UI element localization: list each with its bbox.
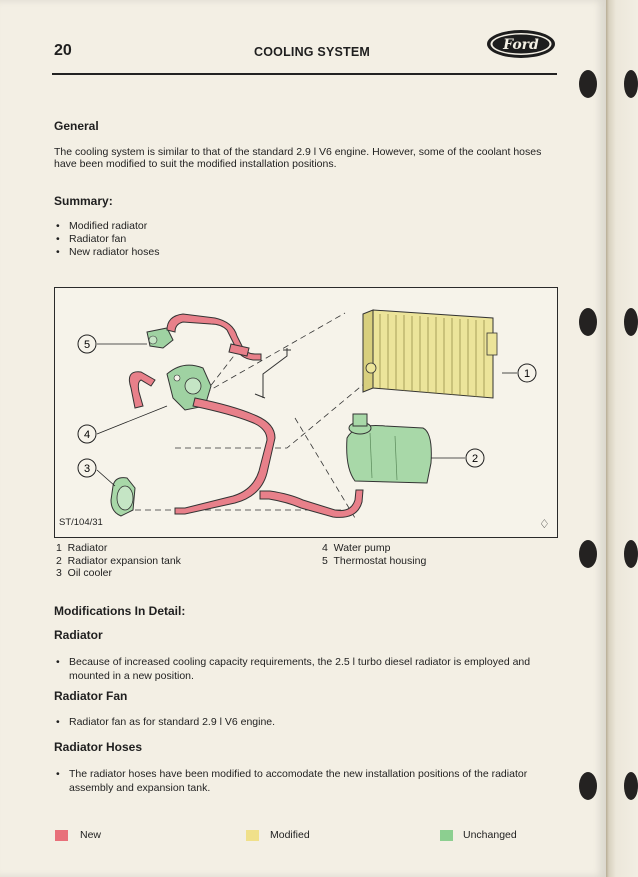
general-text-line1: The cooling system is similar to that of the standard 2.9 l V6 engine. However, some of the coolant hoses	[54, 146, 542, 158]
fan-heading: Radiator Fan	[54, 689, 128, 703]
binder-hole	[624, 772, 638, 800]
hoses-text-line1: The radiator hoses have been modified to accomodate the new installation positions of the radiator	[69, 768, 528, 780]
binder-hole	[624, 308, 638, 336]
binder-edge	[606, 0, 638, 877]
radiator-text-line2: mounted in a new position.	[69, 670, 194, 682]
svg-text:Ford: Ford	[503, 37, 539, 53]
cooling-system-diagram	[54, 287, 558, 538]
modifications-heading: Modifications In Detail:	[54, 604, 186, 618]
summary-list	[54, 220, 159, 259]
hoses-bullet	[54, 767, 527, 795]
expansion-tank	[347, 414, 432, 483]
radiator-heading: Radiator	[54, 628, 103, 642]
fan-list	[54, 715, 275, 729]
corner-mark-icon: ♢	[539, 517, 550, 531]
new-label: New	[80, 829, 102, 841]
hoses-list	[54, 767, 527, 795]
binder-hole	[579, 540, 597, 568]
header-rule	[52, 73, 557, 75]
legend-item: 1 Radiator	[56, 542, 108, 554]
binder-hole	[579, 772, 597, 800]
unchanged-color-swatch	[440, 830, 453, 841]
callout-4	[78, 425, 96, 443]
legend-item: 3 Oil cooler	[56, 567, 113, 579]
callout-4-label: 4	[83, 429, 91, 441]
binder-hole	[579, 70, 597, 98]
binder-hole	[624, 70, 638, 98]
summary-heading: Summary:	[54, 194, 113, 208]
radiator-bullet	[54, 655, 530, 683]
ford-logo	[486, 29, 556, 59]
callout-5-label: 5	[83, 339, 91, 351]
hoses-text-line2: assembly and expansion tank.	[69, 782, 211, 794]
callout-1	[518, 364, 536, 382]
figure-legend-left	[56, 542, 181, 580]
legend-item: 5 Thermostat housing	[322, 554, 427, 567]
figure-legend-right	[322, 542, 426, 567]
summary-item: • Modified radiator	[54, 220, 159, 233]
modified-label: Modified	[270, 829, 310, 841]
radiator	[363, 310, 497, 398]
general-heading: General	[54, 119, 99, 133]
oil-cooler	[111, 478, 135, 516]
new-color-swatch	[55, 830, 68, 841]
callout-3	[78, 459, 96, 477]
fan-bullet: • Radiator fan as for standard 2.9 l V6 engine.	[54, 715, 275, 729]
callout-3-label: 3	[83, 463, 91, 475]
modified-color-swatch	[246, 830, 259, 841]
radiator-list	[54, 655, 530, 683]
general-text-line2: have been modified to suit the modified installation positions.	[54, 158, 337, 170]
hoses-heading: Radiator Hoses	[54, 740, 143, 754]
radiator-text-line1: Because of increased cooling capacity requirements, the 2.5 l turbo diesel radiator is employed and	[69, 656, 531, 668]
callout-1-label: 1	[523, 368, 531, 380]
page-number: 20	[54, 42, 72, 59]
diagram-drawing	[55, 288, 557, 537]
page-title: COOLING SYSTEM	[254, 45, 371, 59]
callout-2-label: 2	[471, 453, 479, 465]
binder-hole	[624, 540, 638, 568]
figure-reference: ST/104/31	[59, 517, 103, 528]
summary-item: • Radiator fan	[54, 233, 159, 246]
legend-item: 2 Radiator expansion tank	[56, 554, 181, 567]
summary-item: • New radiator hoses	[54, 246, 159, 259]
callout-5	[78, 335, 96, 353]
legend-item: 4 Water pump	[322, 542, 391, 554]
binder-hole	[579, 308, 597, 336]
unchanged-label: Unchanged	[463, 829, 517, 841]
callout-2	[466, 449, 484, 467]
